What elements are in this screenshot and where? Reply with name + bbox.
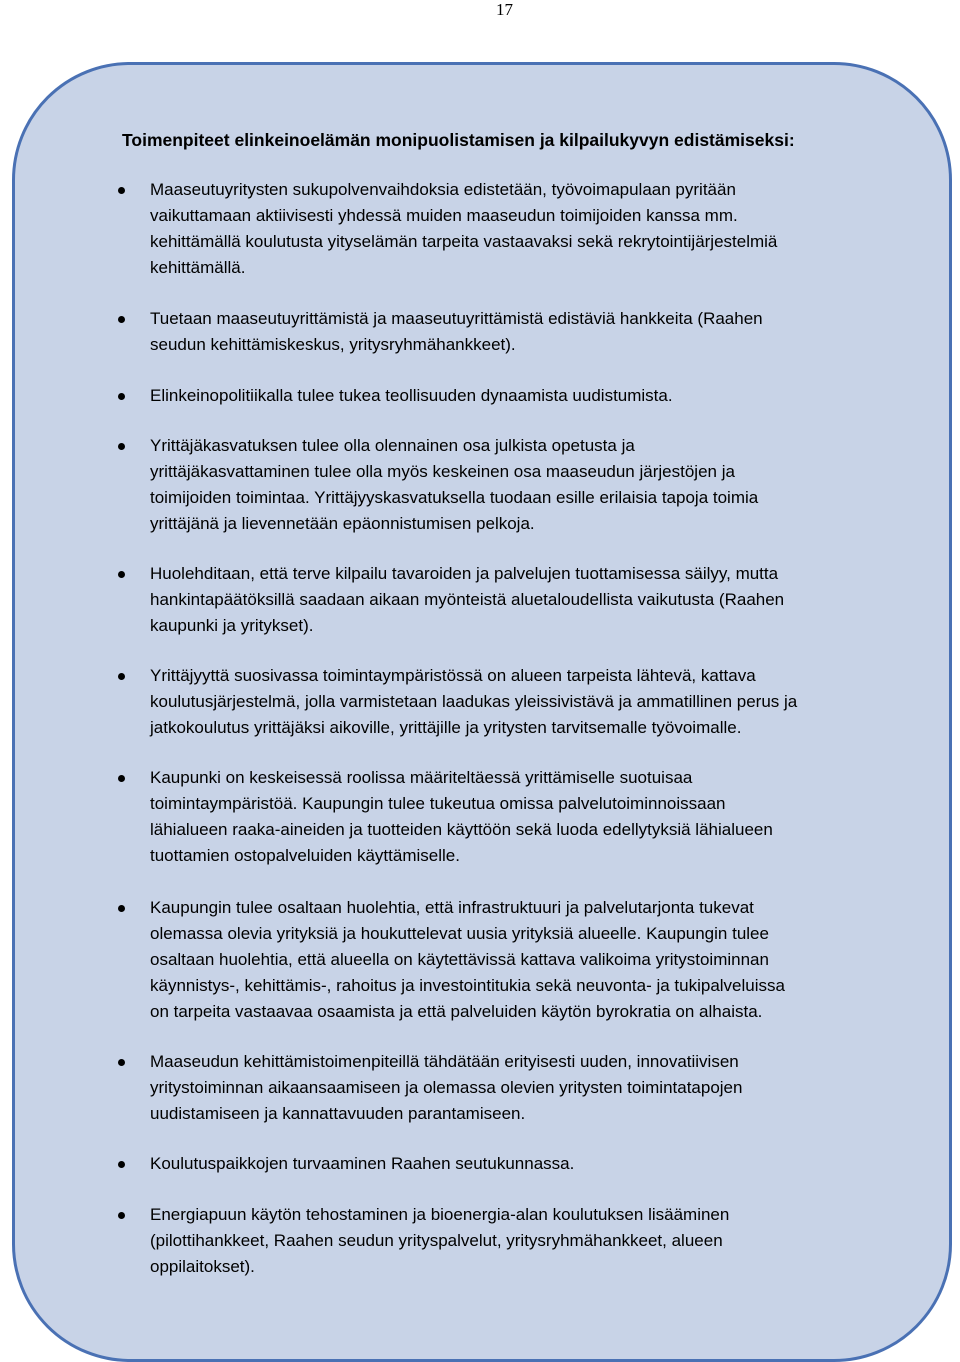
list-item-line: Energiapuun käytön tehostaminen ja bioenergia-alan koulutuksen lisääminen — [150, 1205, 730, 1224]
list-item — [150, 306, 910, 358]
bullet-icon — [118, 1212, 125, 1219]
list-item-line: kehittämällä. — [150, 258, 246, 277]
list-item-line: Kaupunki on keskeisessä roolissa määriteltäessä yrittämiselle suotuisaa — [150, 768, 693, 787]
list-item-line: hankintapäätöksillä saadaan aikaan myönteistä aluetaloudellista vaikutusta (Raahen — [150, 590, 785, 609]
list-item — [150, 383, 910, 409]
list-item — [150, 1049, 910, 1127]
list-item-line: (pilottihankkeet, Raahen seudun yrityspalvelut, yritysryhmähankkeet, alueen — [150, 1231, 723, 1250]
bullet-icon — [118, 316, 125, 323]
list-item-line: on tarpeita vastaavaa osaamista ja että palveluiden käytön byrokratia on alhaista. — [150, 1002, 763, 1021]
list-item-line: Huolehditaan, että terve kilpailu tavaroiden ja palvelujen tuottamisessa säilyy, mutta — [150, 564, 779, 583]
list-item-line: yrittäjäkasvattaminen tulee olla myös keskeinen osa maaseudun järjestöjen ja — [150, 462, 735, 481]
list-item — [150, 177, 910, 281]
list-item-line: kehittämällä koulutusta yityselämän tarpeita vastaavaksi sekä rekrytointijärjestelmiä — [150, 232, 778, 251]
list-item-line: jatkokoulutus yrittäjäksi aikoville, yrittäjille ja yritysten tarvitsemalle työvoimalle. — [150, 718, 742, 737]
list-item-line: Yrittäjyyttä suosivassa toimintaympäristössä on alueen tarpeista lähtevä, kattava — [150, 666, 756, 685]
list-item-line: lähialueen raaka-aineiden ja tuotteiden käyttöön sekä luoda edellytyksiä lähialueen — [150, 820, 773, 839]
list-item-line: kaupunki ja yritykset). — [150, 616, 314, 635]
list-item-line: vaikuttamaan aktiivisesti yhdessä muiden maaseudun toimijoiden kanssa mm. — [150, 206, 738, 225]
list-item-line: osaltaan huolehtia, että alueella on käytettävissä kattava valikoima yritystoiminnan — [150, 950, 769, 969]
section-heading: Toimenpiteet elinkeinoelämän monipuolistamisen ja kilpailukyvyn edistämiseksi: — [122, 130, 795, 150]
list-item-line: toimintaympäristöä. Kaupungin tulee tukeutua omissa palvelutoiminnoissaan — [150, 794, 726, 813]
bullet-icon — [118, 775, 125, 782]
list-item — [150, 765, 910, 869]
list-item — [150, 561, 910, 639]
list-item-line: Yrittäjäkasvatuksen tulee olla olennainen osa julkista opetusta ja — [150, 436, 635, 455]
list-item — [150, 1202, 910, 1280]
list-item-line: Kaupungin tulee osaltaan huolehtia, että infrastruktuuri ja palvelutarjonta tukevat — [150, 898, 754, 917]
list-item-line: käynnistys-, kehittämis-, rahoitus ja investointitukia sekä neuvonta- ja tukipalveluissa — [150, 976, 785, 995]
list-item-line: oppilaitokset). — [150, 1257, 255, 1276]
list-item-line: tuottamien ostopalveluiden käyttämiselle. — [150, 846, 460, 865]
list-item-line: seudun kehittämiskeskus, yritysryhmähankkeet). — [150, 335, 516, 354]
list-item — [150, 1151, 910, 1177]
bullet-icon — [118, 187, 125, 194]
list-item-line: Maaseutuyritysten sukupolvenvaihdoksia edistetään, työvoimapulaan pyritään — [150, 180, 736, 199]
list-item-line: koulutusjärjestelmä, jolla varmistetaan laadukas yleissivistävä ja ammatillinen perus ja — [150, 692, 798, 711]
list-item-line: Elinkeinopolitiikalla tulee tukea teollisuuden dynaamista uudistumista. — [150, 386, 673, 405]
bullet-icon — [118, 673, 125, 680]
list-item-line: uudistamiseen ja kannattavuuden parantamiseen. — [150, 1104, 526, 1123]
bullet-icon — [118, 905, 125, 912]
bullet-icon — [118, 443, 125, 450]
list-item — [150, 895, 910, 1025]
list-item-line: olemassa olevia yrityksiä ja houkuttelevat uusia yrityksiä alueelle. Kaupungin tulee — [150, 924, 769, 943]
list-item-line: Tuetaan maaseutuyrittämistä ja maaseutuyrittämistä edistäviä hankkeita (Raahen — [150, 309, 763, 328]
list-item-line: yrittäjänä ja lievennetään epäonnistumisen pelkoja. — [150, 514, 535, 533]
bullet-icon — [118, 393, 125, 400]
list-item — [150, 663, 910, 741]
list-item-line: yritystoiminnan aikaansaamiseen ja olemassa olevien yritysten toimintatapojen — [150, 1078, 743, 1097]
list-item — [150, 433, 910, 537]
bullet-icon — [118, 571, 125, 578]
bullet-icon — [118, 1059, 125, 1066]
page-number: 17 — [496, 0, 513, 19]
list-item-line: Maaseudun kehittämistoimenpiteillä tähdätään erityisesti uuden, innovatiivisen — [150, 1052, 739, 1071]
bullet-icon — [118, 1161, 125, 1168]
list-item-line: Koulutuspaikkojen turvaaminen Raahen seutukunnassa. — [150, 1154, 575, 1173]
list-item-line: toimijoiden toimintaa. Yrittäjyyskasvatuksella tuodaan esille erilaisia tapoja toimia — [150, 488, 759, 507]
